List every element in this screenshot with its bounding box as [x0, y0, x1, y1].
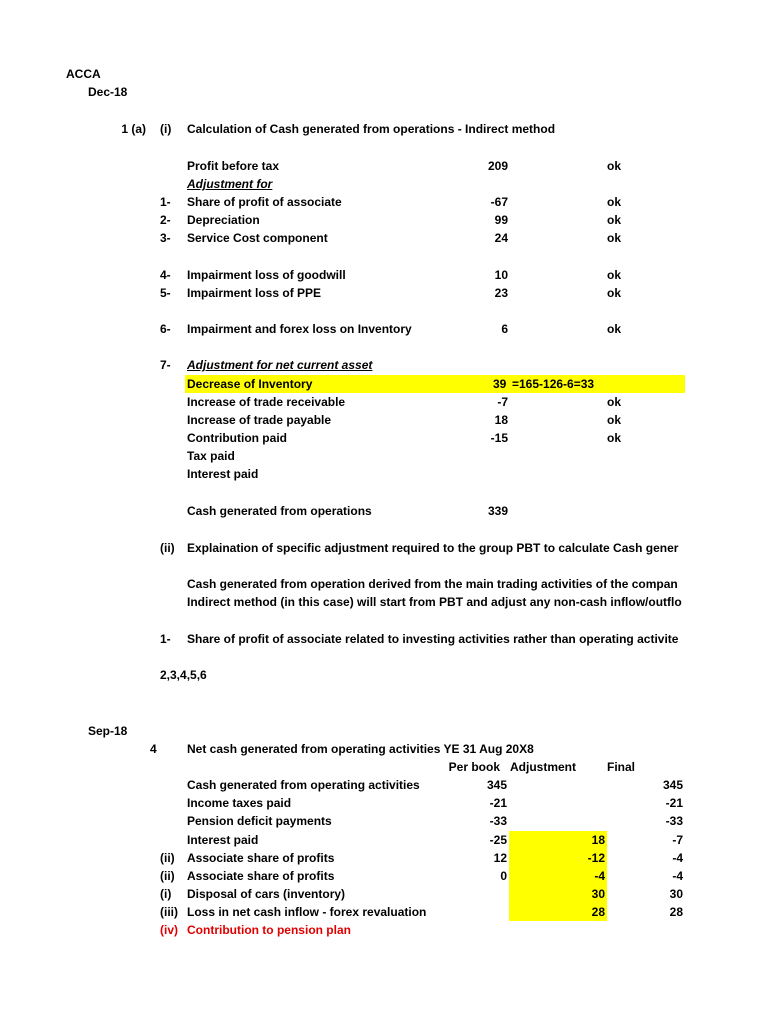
item-check: ok — [607, 195, 622, 209]
exam-date: Sep-18 — [88, 724, 128, 738]
table-row-ref: (ii) — [160, 869, 175, 883]
table-cell-adjustment: 18 — [591, 833, 605, 847]
table-cell-per-book: -21 — [489, 796, 507, 810]
table-cell-final: -4 — [672, 851, 683, 865]
nca-row-label: Interest paid — [187, 467, 259, 481]
item-label: Impairment loss of PPE — [187, 286, 322, 300]
item-label: Share of profit of associate — [187, 195, 342, 209]
item-check: ok — [607, 213, 622, 227]
table-row-label: Associate share of profits — [187, 869, 335, 883]
section-title: Calculation of Cash generated from operations - Indirect method — [187, 122, 556, 136]
item-check: ok — [607, 268, 622, 282]
item-label: Impairment and forex loss on Inventory — [187, 322, 412, 336]
inventory-working-note: =165-126-6=33 — [512, 377, 595, 391]
table-row-label: Loss in net cash inflow - forex revaluation — [187, 905, 427, 919]
total-value: 339 — [487, 504, 508, 518]
table-cell-adjustment: 30 — [591, 887, 605, 901]
item-check: ok — [607, 286, 622, 300]
question-number: 4 — [150, 742, 157, 756]
nca-row-check: ok — [607, 395, 622, 409]
total-label: Cash generated from operations — [187, 504, 372, 518]
col-header-final: Final — [607, 760, 636, 774]
table-row-label: Disposal of cars (inventory) — [187, 887, 346, 901]
part-ii-label: (ii) — [160, 541, 175, 555]
table-row-label: Cash generated from operating activities — [187, 778, 420, 792]
table-cell-final: 28 — [669, 905, 683, 919]
item-number: 1- — [160, 195, 171, 209]
item-value: 24 — [494, 231, 508, 245]
adjustment-heading: Adjustment for — [187, 177, 273, 191]
table-row-ref: (ii) — [160, 851, 175, 865]
item-number: 2- — [160, 213, 171, 227]
part-i-label: (i) — [160, 122, 172, 136]
table-row-label: Pension deficit payments — [187, 814, 332, 828]
item-value: 99 — [494, 213, 508, 227]
points-list: 2,3,4,5,6 — [160, 668, 207, 682]
table-row-ref: (iii) — [160, 905, 178, 919]
nca-row-value: -15 — [490, 431, 508, 445]
table-cell-adjustment: -12 — [587, 851, 605, 865]
item-label: Service Cost component — [187, 231, 328, 245]
item-number: 3- — [160, 231, 171, 245]
nca-row-check: ok — [607, 431, 622, 445]
table-cell-per-book: 345 — [486, 778, 507, 792]
item-value: 23 — [494, 286, 508, 300]
item-value: 6 — [501, 322, 508, 336]
table-row-label: Income taxes paid — [187, 796, 292, 810]
table-cell-final: -4 — [672, 869, 683, 883]
item-check: ok — [607, 322, 622, 336]
exam-date: Dec-18 — [88, 85, 128, 99]
nca-row-label: Increase of trade receivable — [187, 395, 346, 409]
table-cell-final: 30 — [669, 887, 683, 901]
table-cell-per-book: -25 — [489, 833, 507, 847]
nca-row-value: 39 — [493, 377, 507, 391]
table-cell-adjustment: -4 — [594, 869, 605, 883]
nca-row-value: -7 — [497, 395, 508, 409]
table-cell-final: 345 — [662, 778, 683, 792]
explain-line: Cash generated from operation derived from the main trading activities of the compan — [187, 577, 678, 591]
item-number: 6- — [160, 322, 171, 336]
table-cell-final: -7 — [672, 833, 683, 847]
nca-row-value: 18 — [494, 413, 508, 427]
table-row-label: Contribution to pension plan — [187, 923, 351, 937]
col-header-adjustment: Adjustment — [510, 760, 576, 774]
table-cell-per-book: -33 — [489, 814, 507, 828]
table-cell-final: -33 — [665, 814, 683, 828]
pbt-check: ok — [607, 159, 622, 173]
table-cell-per-book: 12 — [493, 851, 507, 865]
nca-row-label: Tax paid — [187, 449, 235, 463]
point-text: Share of profit of associate related to investing activities rather than operating activite — [187, 632, 679, 646]
item-number: 5- — [160, 286, 171, 300]
point-number: 1- — [160, 632, 171, 646]
pbt-label: Profit before tax — [187, 159, 280, 173]
nca-row-label: Decrease of Inventory — [187, 377, 313, 391]
nca-row-label: Increase of trade payable — [187, 413, 332, 427]
nca-row-label: Contribution paid — [187, 431, 287, 445]
section-title: Net cash generated from operating activities YE 31 Aug 20X8 — [187, 742, 534, 756]
table-cell-final: -21 — [665, 796, 683, 810]
table-row-label: Associate share of profits — [187, 851, 335, 865]
nca-row-check: ok — [607, 413, 622, 427]
question-number: 1 (a) — [121, 122, 146, 136]
col-header-per-book: Per book — [448, 760, 500, 774]
item-value: -67 — [490, 195, 508, 209]
nca-heading: Adjustment for net current asset — [187, 358, 373, 372]
org-title: ACCA — [66, 67, 101, 81]
item-number: 7- — [160, 358, 171, 372]
table-cell-per-book: 0 — [500, 869, 507, 883]
pbt-value: 209 — [487, 159, 508, 173]
table-cell-adjustment: 28 — [591, 905, 605, 919]
item-label: Depreciation — [187, 213, 260, 227]
item-value: 10 — [494, 268, 508, 282]
item-number: 4- — [160, 268, 171, 282]
table-row-label: Interest paid — [187, 833, 259, 847]
table-row-ref: (iv) — [160, 923, 178, 937]
explain-line: Indirect method (in this case) will start from PBT and adjust any non-cash inflow/outflo — [187, 595, 682, 609]
item-check: ok — [607, 231, 622, 245]
explain-title: Explaination of specific adjustment required to the group PBT to calculate Cash gener — [187, 541, 679, 555]
item-label: Impairment loss of goodwill — [187, 268, 346, 282]
table-row-ref: (i) — [160, 887, 172, 901]
